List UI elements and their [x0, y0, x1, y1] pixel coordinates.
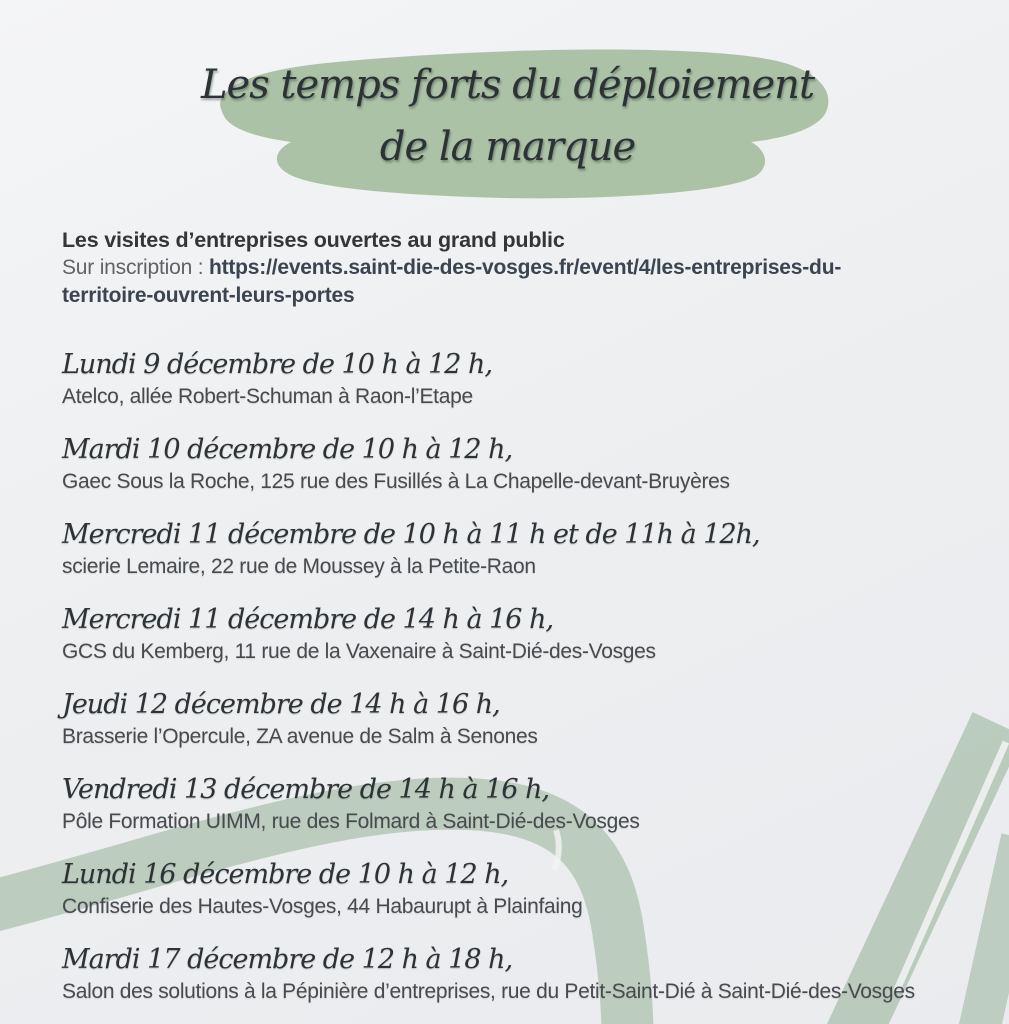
event-date: Jeudi 12 décembre de 14 h à 16 h, [62, 689, 500, 720]
event-venue: Brasserie l’Opercule, ZA avenue de Salm à Senones [62, 725, 538, 748]
event-item [62, 858, 992, 920]
registration-line [62, 254, 962, 282]
event-item [62, 433, 992, 495]
event-date: Mardi 17 décembre de 12 h à 18 h, [62, 944, 513, 975]
event-item [62, 348, 992, 410]
event-date: Mercredi 11 décembre de 14 h à 16 h, [62, 604, 554, 635]
event-date: Lundi 16 décembre de 10 h à 12 h, [62, 859, 509, 890]
event-venue: Atelco, allée Robert-Schuman à Raon-l’Etape [62, 385, 473, 408]
event-item [62, 518, 992, 580]
event-item [62, 943, 992, 1005]
event-venue: Confiserie des Hautes-Vosges, 44 Habaurupt à Plainfaing [62, 895, 583, 918]
registration-url-part2: territoire-ouvrent-leurs-portes [62, 284, 355, 307]
intro-section [62, 226, 962, 310]
page-title-line2: de la marque [379, 124, 636, 170]
title-block [185, 48, 830, 206]
page-title-line1: Les temps forts du déploiement [200, 62, 815, 108]
event-venue: Salon des solutions à la Pépinière d’entreprises, rue du Petit-Saint-Dié à Saint-Dié-des-Vosges [62, 980, 915, 1003]
event-item [62, 603, 992, 665]
event-venue: Pôle Formation UIMM, rue des Folmard à Saint-Dié-des-Vosges [62, 810, 640, 833]
registration-label: Sur inscription : [62, 256, 209, 279]
event-item [62, 773, 992, 835]
event-venue: Gaec Sous la Roche, 125 rue des Fusillés à La Chapelle-devant-Bruyères [62, 470, 730, 493]
intro-heading: Les visites d’entreprises ouvertes au grand public [62, 228, 565, 252]
event-venue: GCS du Kemberg, 11 rue de la Vaxenaire à Saint-Dié-des-Vosges [62, 640, 656, 663]
event-date: Lundi 9 décembre de 10 h à 12 h, [62, 349, 493, 380]
event-venue: scierie Lemaire, 22 rue de Moussey à la Petite-Raon [62, 555, 536, 578]
event-date: Mardi 10 décembre de 10 h à 12 h, [62, 434, 513, 465]
event-date: Mercredi 11 décembre de 10 h à 11 h et de 11h à 12h, [62, 519, 760, 550]
event-item [62, 688, 992, 750]
registration-url-part1: https://events.saint-die-des-vosges.fr/event/4/les-entreprises-du- [208, 256, 842, 279]
event-date: Vendredi 13 décembre de 14 h à 16 h, [62, 774, 550, 805]
registration-line-2 [62, 282, 962, 310]
